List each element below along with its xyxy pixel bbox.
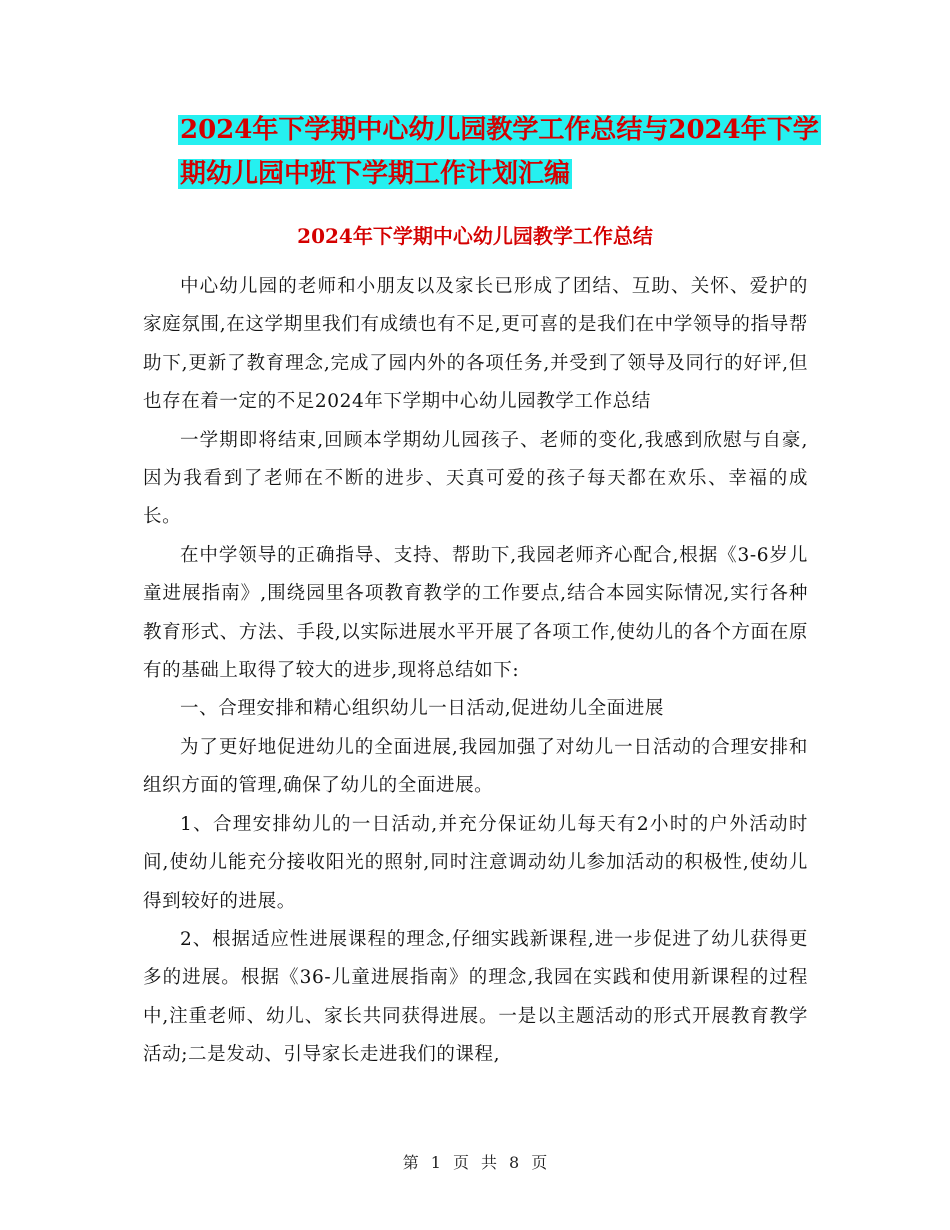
paragraph: 1、合理安排幼儿的一日活动,并充分保证幼儿每天有2小时的户外活动时间,使幼儿能充分接收阳光的照射,同时注意调动幼儿参加活动的积极性,使幼儿得到较好的进展。: [143, 813, 808, 912]
footer-gong: 共: [481, 1153, 498, 1172]
footer-di: 第: [402, 1153, 419, 1172]
paragraph: 一学期即将结束,回顾本学期幼儿园孩子、老师的变化,我感到欣慰与自豪,因为我看到了老师在不断的进步、天真可爱的孩子每天都在欢乐、幸福的成长。: [143, 429, 808, 528]
page-total: 8: [509, 1153, 520, 1172]
page-number: 1: [430, 1153, 441, 1172]
paragraph-heading: 一、合理安排和精心组织幼儿一日活动,促进幼儿全面进展: [180, 698, 664, 720]
document-title-line-1: 2024年下学期中心幼儿园教学工作总结与2024年下学: [180, 115, 819, 145]
document-title-line-2: 期幼儿园中班下学期工作计划汇编: [180, 159, 571, 189]
page-footer: [0, 1150, 950, 1173]
paragraph: 在中学领导的正确指导、支持、帮助下,我园老师齐心配合,根据《3-6岁儿童进展指南》,围绕园里各项教育教学的工作要点,结合本园实际情况,实行各种教育形式、方法、手段,以实际进展水平开展了各项工作,使幼儿的各个方面在原有的基础上取得了较大的进步,现将总结如下:: [143, 544, 808, 682]
document-title: [178, 108, 828, 196]
footer-ye-2: 页: [531, 1153, 548, 1172]
paragraph: 2、根据适应性进展课程的理念,仔细实践新课程,进一步促进了幼儿获得更多的进展。根据《36-儿童进展指南》的理念,我园在实践和使用新课程的过程中,注重老师、幼儿、家长共同获得进展。一是以主题活动的形式开展教育教学活动;二是发动、引导家长走进我们的课程,: [143, 928, 808, 1066]
paragraph: 为了更好地促进幼儿的全面进展,我园加强了对幼儿一日活动的合理安排和组织方面的管理,确保了幼儿的全面进展。: [143, 736, 808, 797]
paragraph: 中心幼儿园的老师和小朋友以及家长已形成了团结、互助、关怀、爱护的家庭氛围,在这学期里我们有成绩也有不足,更可喜的是我们在中学领导的指导帮助下,更新了教育理念,完成了园内外的各项任务,并受到了领导及同行的好评,但也存在着一定的不足2024年下学期中心幼儿园教学工作总结: [143, 276, 808, 413]
footer-ye: 页: [452, 1153, 469, 1172]
document-body: [143, 268, 808, 1075]
section-title: 2024年下学期中心幼儿园教学工作总结: [297, 224, 653, 248]
